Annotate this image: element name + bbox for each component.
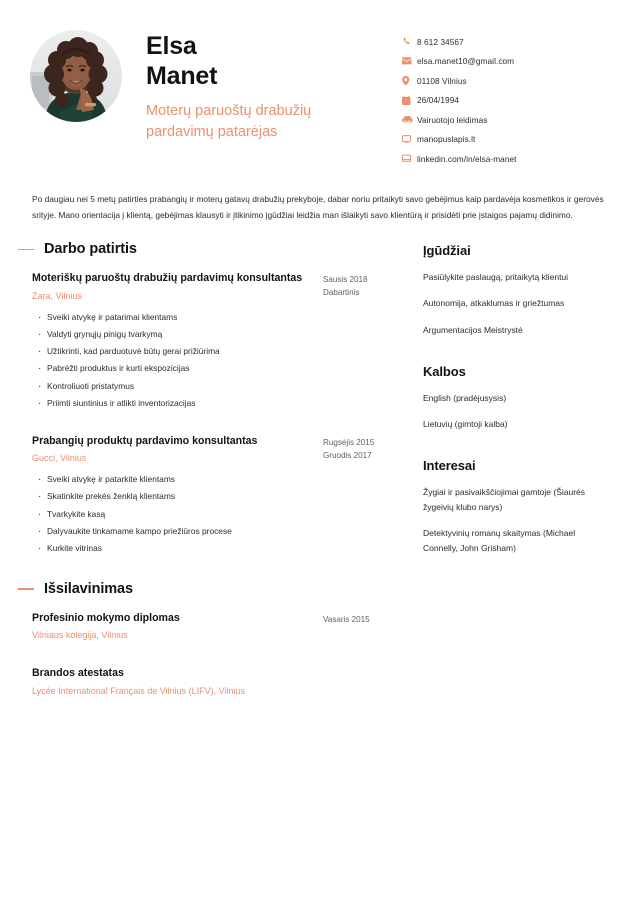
avatar xyxy=(30,30,122,122)
entry-separator xyxy=(18,416,415,434)
entry-organization: Zara, Vilnius xyxy=(32,290,82,301)
entry-dates xyxy=(323,271,415,299)
entry-date-start: Rugsėjis 2015 xyxy=(323,437,375,447)
location-icon xyxy=(402,75,417,86)
contact-linkedin-text: linkedin.com/in/elsa-manet xyxy=(417,153,517,164)
job-title-line-1: Moterų paruoštų drabužių xyxy=(146,103,312,119)
contact-website[interactable] xyxy=(402,134,620,145)
contact-email-text: elsa.manet10@gmail.com xyxy=(417,56,515,66)
section-title-languages: Kalbos xyxy=(423,363,466,379)
entry-main xyxy=(32,434,322,465)
entry-role: Prabangių produktų pardavimo konsultantas xyxy=(32,434,258,447)
interest-item: Žygiai ir pasivaikščiojimai gamtoje (Šiaurės žygeivių klubo narys) xyxy=(423,486,586,513)
entry-dates xyxy=(323,666,415,668)
bullet-item: · Pabrėžti produktus ir kurti ekspozicijas xyxy=(38,363,415,375)
avatar-circle xyxy=(30,30,122,122)
last-name: Manet xyxy=(146,61,218,90)
monitor-icon xyxy=(402,134,417,145)
entry-organization: Lycée International Français de Vilnius (LIFV), Vilnius xyxy=(32,685,245,696)
entry-date-start: Vasaris 2015 xyxy=(323,614,370,624)
section-accent-dash xyxy=(18,588,34,590)
entry-role: Moteriškų paruoštų drabužių pardavimų konsultantas xyxy=(32,272,303,285)
bullet-item: · Sveiki atvykę ir patarimai klientams xyxy=(38,312,415,324)
entry-date-end: Gruodis 2017 xyxy=(323,450,372,460)
entry-main xyxy=(32,271,322,302)
entry-role: Profesinio mokymo diplomas xyxy=(32,611,180,624)
entry-organization: Vilniaus kolegija, Vilnius xyxy=(32,630,128,641)
entry-bullets xyxy=(32,474,415,555)
section-header-experience xyxy=(18,241,415,257)
section-title-interests: Interesai xyxy=(423,457,476,473)
bullet-item: · Skatinkite prekės ženklą klientams xyxy=(38,491,415,503)
entry-main xyxy=(32,666,323,697)
language-item: Lietuvių (gimtoji kalba) xyxy=(423,418,508,429)
entry-main xyxy=(32,611,322,642)
contact-website-text: manopuslapis.lt xyxy=(417,134,476,144)
contact-driving-licence-text: Vairuotojo leidimas xyxy=(417,114,488,125)
envelope-icon xyxy=(402,56,417,67)
bullet-item: · Sveiki atvykę ir patarkite klientams xyxy=(38,474,415,486)
bullet-item: · Valdyti grynųjų pinigų tvarkymą xyxy=(38,329,415,341)
contact-linkedin[interactable] xyxy=(402,153,620,164)
side-column xyxy=(415,241,620,703)
section-title-skills: Įgūdžiai xyxy=(423,243,471,259)
profile-summary: Po daugiau nei 5 metų patirties prabangių ir moterų gatavų drabužių prekyboje, dabar noriu pritaikyti savo gebėjimus kaip pardavėja kosmetikos ir gerovės srityje. Mano orientacija į klientą, gebėjimas klausyti ir įtikinimo įgūdžiai leidžia man išlaikyti savo klientūrą ir prisidėti prie įstaigos pajamų didinimo. xyxy=(32,193,604,220)
education-entry xyxy=(18,666,415,697)
skill-item: Pasiūlykite paslaugą, pritaikytą klientui xyxy=(423,272,569,283)
entry-role: Brandos atestatas xyxy=(32,667,124,680)
experience-entry xyxy=(18,271,415,409)
education-entry xyxy=(18,611,415,642)
contact-birthdate xyxy=(402,95,620,106)
entry-date-start: Sausis 2018 xyxy=(323,275,368,285)
bullet-item: · Priimti siuntinius ir atlikti inventorizacijas xyxy=(38,398,415,410)
entry-header xyxy=(32,611,415,642)
linkedin-icon xyxy=(402,153,417,164)
interest-item: Detektyvinių romanų skaitymas (Michael Connelly, John Grisham) xyxy=(423,528,576,554)
contact-birthdate-text: 26/04/1994 xyxy=(417,95,460,105)
skill-item: Autonomija, atkaklumas ir griežtumas xyxy=(423,298,565,309)
entry-dates xyxy=(323,434,415,462)
job-title xyxy=(146,101,392,142)
experience-entry xyxy=(18,434,415,555)
contact-location-text: 01108 Vilnius xyxy=(417,75,467,86)
skill-item: Argumentacijos Meistrystė xyxy=(423,324,523,335)
section-accent-dash xyxy=(18,249,34,251)
section-title-education: Išsilavinimas xyxy=(44,580,133,597)
language-item: English (pradėjusysis) xyxy=(423,392,507,403)
bullet-item: · Kurkite vitrinas xyxy=(38,543,415,555)
bullet-item: · Tvarkykite kasą xyxy=(38,509,415,521)
contact-location xyxy=(402,75,620,86)
main-column xyxy=(0,241,415,703)
name-block xyxy=(122,28,392,142)
entry-organization: Gucci, Vilnius xyxy=(32,453,87,464)
job-title-line-2: pardavimų patarėjas xyxy=(146,123,278,140)
calendar-icon xyxy=(402,95,417,106)
profile-photo-illustration xyxy=(30,30,122,122)
resume-body xyxy=(0,241,640,703)
contact-list xyxy=(392,28,620,173)
entry-date-end: Dabartinis xyxy=(323,288,360,298)
resume-header xyxy=(0,0,640,173)
bullet-item: · Užtikrinti, kad parduotuvė būtų gerai prižiūrima xyxy=(38,346,415,358)
section-title-experience: Darbo patirtis xyxy=(44,241,137,258)
entry-bullets xyxy=(32,312,415,410)
entry-header xyxy=(32,434,415,465)
contact-phone xyxy=(402,36,620,47)
car-icon xyxy=(402,114,417,125)
entry-header xyxy=(32,271,415,302)
contact-phone-text: 8 612 34567 xyxy=(417,36,464,47)
contact-email xyxy=(402,56,620,67)
bullet-item: · Dalyvaukite tinkamame kampo priežiūros procese xyxy=(38,526,415,538)
contact-driving-licence xyxy=(402,114,620,125)
entry-separator xyxy=(18,648,415,666)
entry-dates xyxy=(323,611,415,626)
phone-icon xyxy=(402,36,417,47)
section-header-education xyxy=(18,581,415,597)
entry-header xyxy=(32,666,415,697)
first-name: Elsa xyxy=(146,32,197,60)
bullet-item: · Kontroliuoti pristatymus xyxy=(38,381,415,393)
